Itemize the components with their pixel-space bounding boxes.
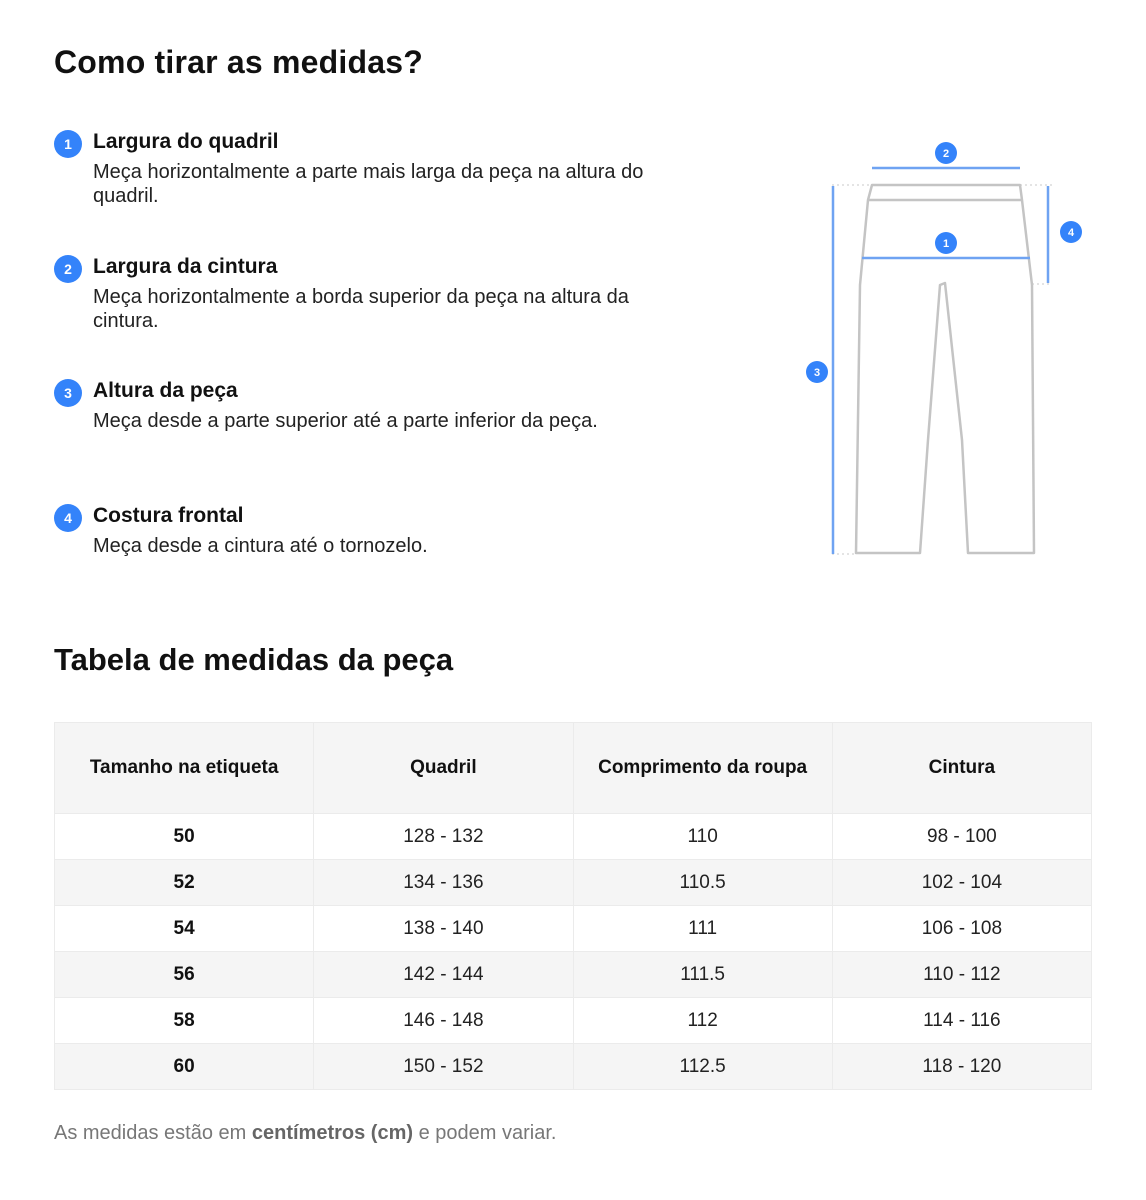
step-number-badge: 1 bbox=[54, 130, 82, 158]
size-table bbox=[54, 722, 1092, 1090]
size-cell: 52 bbox=[55, 860, 314, 906]
size-cell: 60 bbox=[55, 1044, 314, 1090]
note-units: centímetros (cm) bbox=[251, 1122, 414, 1144]
waist-cell: 114 - 116 bbox=[832, 998, 1091, 1044]
note-prefix: As medidas estão em bbox=[54, 1122, 252, 1144]
column-header: Cintura bbox=[832, 723, 1091, 814]
step-description: Meça horizontalmente a borda superior da peça na altura da cintura. bbox=[93, 286, 629, 332]
step-description: Meça desde a parte superior até a parte inferior da peça. bbox=[93, 410, 598, 432]
table-row bbox=[55, 906, 1092, 952]
table-row bbox=[55, 814, 1092, 860]
svg-text:4: 4 bbox=[1067, 227, 1075, 239]
step-title: Costura frontal bbox=[93, 504, 244, 527]
length-cell: 112.5 bbox=[573, 1044, 832, 1090]
step-title: Altura da peça bbox=[93, 379, 238, 402]
hip-cell: 142 - 144 bbox=[314, 952, 573, 998]
table-row bbox=[55, 998, 1092, 1044]
step-description: Meça horizontalmente a parte mais larga da peça na altura do quadril. bbox=[93, 161, 644, 207]
table-row bbox=[55, 1044, 1092, 1090]
waist-cell: 98 - 100 bbox=[832, 814, 1091, 860]
column-header: Tamanho na etiqueta bbox=[55, 723, 314, 814]
hip-cell: 128 - 132 bbox=[314, 814, 573, 860]
length-cell: 112 bbox=[573, 998, 832, 1044]
step-number-badge: 4 bbox=[54, 504, 82, 532]
size-cell: 50 bbox=[55, 814, 314, 860]
marker-3 bbox=[806, 361, 828, 383]
step-number-badge: 3 bbox=[54, 379, 82, 407]
length-cell: 110.5 bbox=[573, 860, 832, 906]
marker-4 bbox=[1060, 221, 1082, 243]
svg-text:2: 2 bbox=[942, 148, 950, 160]
step-description: Meça desde a cintura até o tornozelo. bbox=[93, 535, 428, 557]
svg-text:3: 3 bbox=[813, 367, 821, 379]
hip-cell: 150 - 152 bbox=[314, 1044, 573, 1090]
size-cell: 54 bbox=[55, 906, 314, 952]
size-cell: 56 bbox=[55, 952, 314, 998]
column-header: Quadril bbox=[314, 723, 573, 814]
table-row bbox=[55, 860, 1092, 906]
waist-cell: 118 - 120 bbox=[832, 1044, 1091, 1090]
waist-cell: 102 - 104 bbox=[832, 860, 1091, 906]
step-front-seam bbox=[54, 502, 734, 558]
pants-icon bbox=[790, 130, 1090, 570]
length-cell: 111.5 bbox=[573, 952, 832, 998]
waist-cell: 110 - 112 bbox=[832, 952, 1091, 998]
note-suffix: e podem variar. bbox=[413, 1122, 557, 1144]
table-row bbox=[55, 952, 1092, 998]
marker-1 bbox=[935, 232, 957, 254]
step-title: Largura do quadril bbox=[93, 130, 279, 153]
size-table-title: Tabela de medidas da peça bbox=[54, 642, 454, 677]
units-note bbox=[54, 1122, 556, 1145]
guide-title: Como tirar as medidas? bbox=[54, 44, 423, 80]
hip-cell: 138 - 140 bbox=[314, 906, 573, 952]
column-header: Comprimento da roupa bbox=[573, 723, 832, 814]
length-cell: 111 bbox=[573, 906, 832, 952]
step-waist-width bbox=[54, 253, 734, 333]
svg-text:1: 1 bbox=[942, 238, 950, 250]
step-number-badge: 2 bbox=[54, 255, 82, 283]
length-cell: 110 bbox=[573, 814, 832, 860]
marker-2 bbox=[935, 142, 957, 164]
hip-cell: 146 - 148 bbox=[314, 998, 573, 1044]
step-garment-height bbox=[54, 377, 734, 433]
table-header-row bbox=[55, 723, 1092, 814]
waist-cell: 106 - 108 bbox=[832, 906, 1091, 952]
size-cell: 58 bbox=[55, 998, 314, 1044]
hip-cell: 134 - 136 bbox=[314, 860, 573, 906]
pants-measurement-diagram bbox=[790, 130, 1090, 570]
step-hip-width bbox=[54, 128, 734, 208]
step-title: Largura da cintura bbox=[93, 255, 278, 278]
